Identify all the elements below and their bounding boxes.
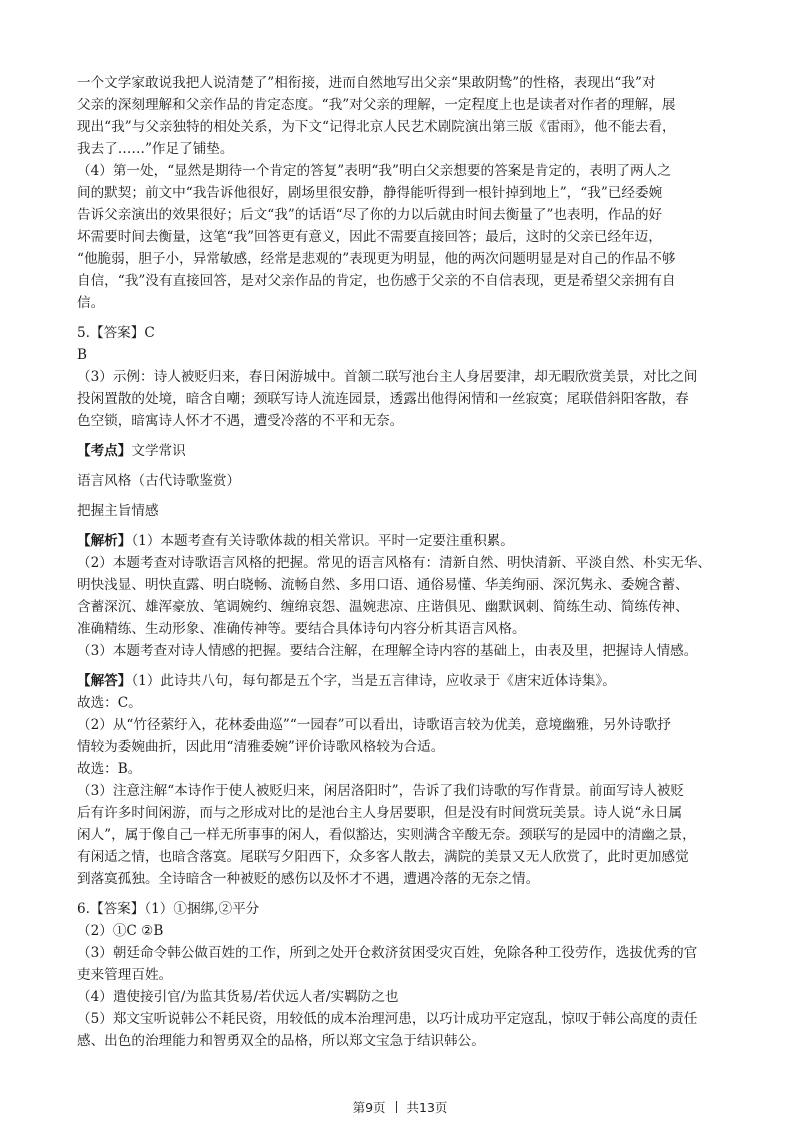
text-line: 父亲的深刻理解和父亲作品的肯定态度。“我”对父亲的理解，一定程度上也是读者对作者的理解，展 [77,97,676,113]
text-line: 准确精练、生动形象、准确传神等。要结合具体诗句内容分析其语言风格。 [77,621,526,637]
answer-heading: 6.【答案】（1）①捆绑,②平分 [77,901,260,917]
text-line: 有闲适之情，也暗含落寞。尾联写夕阳西下，众多客人散去，满院的美景又无人欣赏了，此时更加感觉 [77,849,689,865]
text-line: 自信，“我”没有直接回答，是对父亲作品的肯定，也伤感于父亲的不自信表现，更是希望父亲拥有自 [77,273,676,289]
jiexi-text: （1）本题考查有关诗歌体裁的相关常识。平时一定要注重积累。 [131,533,514,549]
footer-divider [396,1101,397,1113]
text-line: （4）遣使接引官/为监其货易/若伏远人者/实羁防之也 [77,989,399,1005]
text-line: 感、出色的治理能力和智勇双全的品格，所以郑文宝急于结识韩公。 [77,1033,485,1049]
text-line: （5）郑文宝听说韩公不耗民资，用较低的成本治理河患，以巧计成功平定寇乱，惊叹于韩公高度的责任 [77,1011,698,1027]
page-number: 第9页 [352,1100,386,1115]
text-line: （2）本题考查对诗歌语言风格的把握。常见的语言风格有：清新自然、明快清新、平淡自然、朴实无华、 [77,555,711,571]
text-line: 含蓄深沉、雄浑豪放、笔调婉约、缠绵哀怨、温婉悲凉、庄谐俱见、幽默讽刺、简练生动、简练传神、 [77,599,689,615]
text-line: 故选：B。 [77,761,142,777]
jieda-label: 【解答】 [77,673,132,689]
jieda-line [77,670,725,692]
text-line: 故选：C。 [77,695,142,711]
text-line: 后有许多时间闲游，而与之形成对比的是池台主人身居要职，但是没有时间赏玩美景。诗人说“永日属 [77,805,683,821]
text-line: 间的默契；前文中“我告诉他很好，剧场里很安静，静得能听得到一根针掉到地上”，“我”已经委婉 [77,185,663,201]
text-line: 到落寞孤独。全诗暗含一种被贬的感伤以及怀才不遇，遭遇冷落的无奈之情。 [77,871,540,887]
text-line: 告诉父亲演出的效果很好；后文“我”的话语“尽了你的力以后就由时间去衡量了”也表明，作品的好 [77,207,663,223]
text-line: （4）第一处，“显然是期待一个肯定的答复”表明“我”明白父亲想要的答案是肯定的，表明了两人之 [77,163,671,179]
text-line: 情较为委婉曲折，因此用“清雅委婉”评价诗歌风格较为合适。 [77,739,445,755]
text-line: （3）朝廷命令韩公做百姓的工作，所到之处开仓救济贫困受灾百姓，免除各种工役劳作，选拔优秀的官 [77,945,698,961]
page-footer [0,1098,800,1116]
kaodian-line [77,440,725,462]
text-line: （3）注意注解“本诗作于使人被贬归来，闲居洛阳时”，告诉了我们诗歌的写作背景。前面写诗人被贬 [77,783,685,799]
text-line: 色空锁，暗寓诗人怀才不遇，遭受冷落的不平和无奈。 [77,413,404,429]
text-line: “他脆弱，胆子小，异常敏感，经常是悲观的”表现更为明显，他的两次问题明显是对自己的作品不够 [77,251,676,267]
kaodian-text: 文学常识 [131,443,186,459]
text-line: 吏来管理百姓。 [77,967,173,983]
jieda-text: （1）此诗共八句，每句都是五个字，当是五言律诗，应收录于《唐宋近体诗集》。 [131,673,616,689]
text-line: 闲人”，属于像自己一样无所事事的闲人，看似豁达，实则满含辛酸无奈。颈联写的是园中的清幽之景， [77,827,696,843]
text-line: （2）①C ②B [77,923,164,939]
text-line: 现出“我”与父亲独特的相处关系，为下文“记得北京人民艺术剧院演出第三版《雷雨》，他不能去看， [77,119,676,135]
jiexi-label: 【解析】 [77,533,132,549]
page-total: 共13页 [406,1100,448,1115]
text-line: （3）示例：诗人被贬归来，春日闲游城中。首颔二联写池台主人身居要津，却无暇欣赏美景，对比之间 [77,369,698,385]
text-line: 我去了……”作足了铺垫。 [77,141,234,157]
text-line: 明快浅显、明快直露、明白晓畅、流畅自然、多用口语、通俗易懂、华美绚丽、深沉隽永、委婉含蓄、 [77,577,689,593]
text-line: 语言风格（古代诗歌鉴赏） [77,473,241,489]
answer-heading: 5.【答案】C [77,325,155,341]
text-line: （2）从“竹径萦纡入，花林委曲巡”“一园春”可以看出，诗歌语言较为优美，意境幽雅，另外诗歌抒 [77,717,671,733]
kaodian-label: 【考点】 [77,443,132,459]
text-line: 坏需要时间去衡量，这笔“我”回答更有意义，因此不需要直接回答；最后，这时的父亲已经年迈， [77,229,662,245]
text-line: 信。 [77,295,105,311]
document-body [77,72,725,1052]
text-line: 把握主旨情感 [77,503,159,519]
text-line: 投闲置散的处境，暗含自嘲；颈联写诗人流连园景，透露出他得闲情和一丝寂寞；尾联借斜阳客散，春 [77,391,689,407]
text-line: 一个文学家敢说我把人说清楚了”相衔接，进而自然地写出父亲“果敢阴鸷”的性格，表现出“我”对 [77,75,656,91]
jiexi-line [77,530,725,552]
text-line: B [77,347,87,363]
text-line: （3）本题考查对诗人情感的把握。要结合注解，在理解全诗内容的基础上，由表及里，把握诗人情感。 [77,643,698,659]
